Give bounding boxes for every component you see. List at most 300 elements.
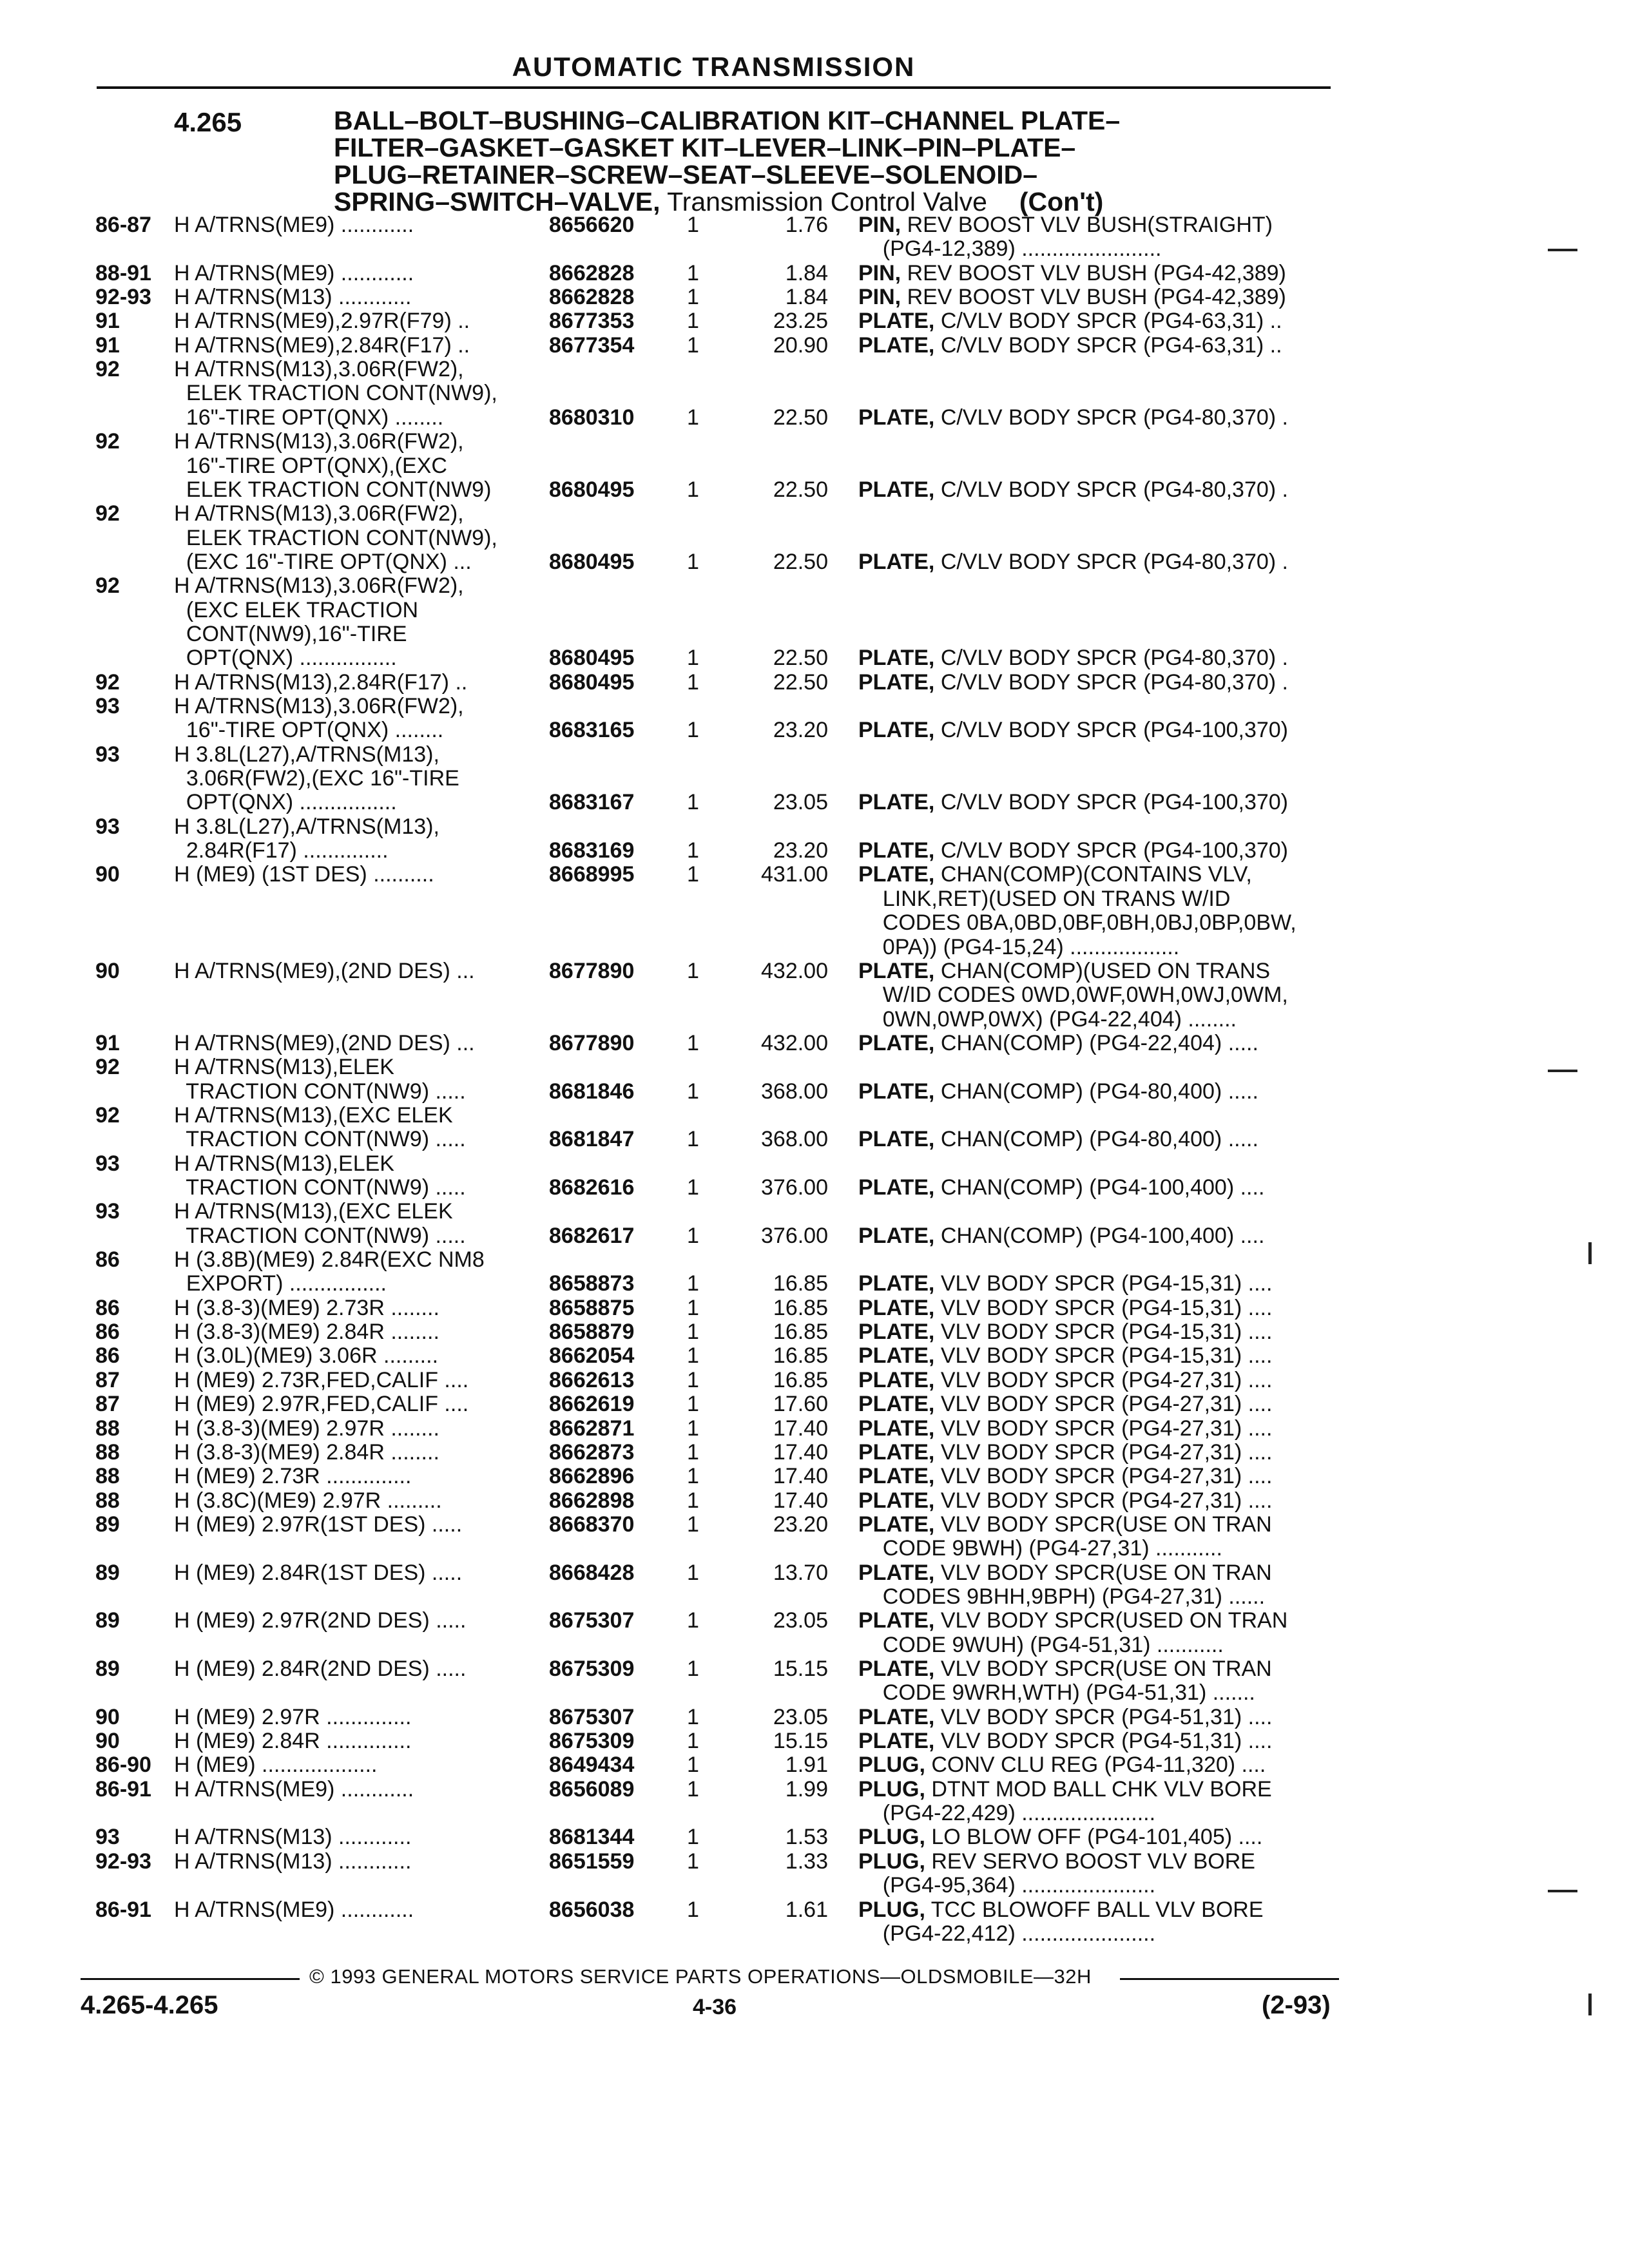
list-price: 431.00 bbox=[761, 862, 828, 887]
table-row bbox=[0, 1657, 1629, 1681]
quantity: 1 bbox=[687, 1753, 699, 1778]
part-name-detail: VLV BODY SPCR (PG4-27,31) .... bbox=[934, 1488, 1273, 1513]
table-row bbox=[0, 573, 1629, 598]
part-number: 8662873 bbox=[549, 1439, 635, 1465]
part-name bbox=[858, 1224, 1264, 1248]
part-name bbox=[858, 1873, 1155, 1898]
table-row bbox=[0, 309, 1629, 333]
part-name-keyword: PLATE, bbox=[858, 1439, 935, 1465]
model-year: 90 bbox=[95, 862, 120, 887]
application-desc: TRACTION CONT(NW9) ..... bbox=[174, 1175, 466, 1200]
part-number: 8668370 bbox=[549, 1512, 635, 1537]
part-name-keyword: PLATE, bbox=[858, 1416, 935, 1441]
application-desc: H A/TRNS(M13) ............ bbox=[174, 285, 412, 310]
part-number: 8675309 bbox=[549, 1657, 635, 1681]
part-number: 8656038 bbox=[549, 1897, 635, 1922]
quantity: 1 bbox=[687, 1512, 699, 1537]
application-desc: H (ME9) ................... bbox=[174, 1753, 378, 1778]
model-year: 92 bbox=[95, 1055, 120, 1080]
list-price: 22.50 bbox=[773, 549, 828, 574]
part-name bbox=[858, 1753, 1266, 1777]
part-name-detail: C/VLV BODY SPCR (PG4-80,370) . bbox=[934, 477, 1288, 502]
model-year: 89 bbox=[95, 1657, 120, 1681]
application-desc: H A/TRNS(M13),2.84R(F17) .. bbox=[174, 669, 468, 695]
part-name bbox=[858, 550, 1288, 574]
quantity: 1 bbox=[687, 838, 699, 863]
part-name bbox=[858, 1271, 1272, 1296]
part-name-detail: CHAN(COMP)(CONTAINS VLV, bbox=[934, 862, 1252, 887]
part-name bbox=[858, 1921, 1155, 1946]
list-price: 20.90 bbox=[773, 332, 828, 358]
quantity: 1 bbox=[687, 1488, 699, 1513]
model-year: 89 bbox=[95, 1512, 120, 1537]
section-title-last: SPRING–SWITCH–VALVE, bbox=[334, 187, 660, 216]
part-name bbox=[858, 718, 1288, 742]
model-year: 86-90 bbox=[95, 1753, 151, 1778]
part-name-detail: VLV BODY SPCR (PG4-51,31) .... bbox=[934, 1704, 1273, 1729]
table-row bbox=[0, 646, 1629, 670]
part-number: 8682617 bbox=[549, 1223, 635, 1248]
model-year: 90 bbox=[95, 1704, 120, 1729]
list-price: 15.15 bbox=[773, 1729, 828, 1754]
part-name bbox=[858, 1416, 1272, 1441]
part-name bbox=[858, 935, 1179, 959]
part-name-keyword: PLATE, bbox=[858, 1512, 935, 1537]
part-number: 8681344 bbox=[549, 1825, 635, 1850]
part-number: 8675309 bbox=[549, 1729, 635, 1754]
part-number: 8662898 bbox=[549, 1488, 635, 1513]
part-name-keyword: PLATE, bbox=[858, 1367, 935, 1392]
model-year: 87 bbox=[95, 1392, 120, 1417]
model-year: 87 bbox=[95, 1367, 120, 1392]
part-number: 8658873 bbox=[549, 1271, 635, 1296]
application-desc: EXPORT) ................ bbox=[174, 1271, 387, 1296]
quantity: 1 bbox=[687, 285, 699, 310]
quantity: 1 bbox=[687, 1560, 699, 1585]
part-name bbox=[858, 1633, 1224, 1657]
part-name-keyword: PIN, bbox=[858, 213, 901, 237]
table-row bbox=[0, 1488, 1629, 1513]
part-name-keyword: PLATE, bbox=[858, 1175, 935, 1200]
application-desc: H 3.8L(L27),A/TRNS(M13), bbox=[174, 814, 439, 839]
part-name-keyword: PLATE, bbox=[858, 862, 935, 887]
quantity: 1 bbox=[687, 1849, 699, 1874]
table-row bbox=[0, 862, 1629, 887]
table-row bbox=[0, 1392, 1629, 1416]
table-row bbox=[0, 405, 1629, 430]
part-name bbox=[858, 1608, 1287, 1633]
part-name-detail: 0PA)) (PG4-15,24) .................. bbox=[858, 934, 1180, 959]
table-row bbox=[0, 1825, 1629, 1849]
list-price: 23.25 bbox=[773, 309, 828, 334]
quantity: 1 bbox=[687, 1175, 699, 1200]
quantity: 1 bbox=[687, 790, 699, 815]
part-name bbox=[858, 261, 1286, 285]
application-desc: 3.06R(FW2),(EXC 16"-TIRE bbox=[174, 766, 459, 791]
part-name-detail: CHAN(COMP) (PG4-22,404) ..... bbox=[934, 1030, 1258, 1055]
part-name-detail: VLV BODY SPCR(USE ON TRAN bbox=[934, 1512, 1272, 1537]
part-name-keyword: PLATE, bbox=[858, 332, 935, 358]
footer-section-range: 4.265-4.265 bbox=[81, 1991, 218, 2019]
table-row bbox=[0, 1608, 1629, 1633]
model-year: 92 bbox=[95, 1102, 120, 1128]
table-row bbox=[0, 983, 1629, 1007]
table-row bbox=[0, 357, 1629, 381]
table-row bbox=[0, 1199, 1629, 1224]
part-name-detail: REV BOOST VLV BUSH (PG4-42,389) bbox=[901, 285, 1286, 310]
footer-rule-right bbox=[1120, 1978, 1339, 1980]
part-name bbox=[858, 1488, 1272, 1513]
part-name-keyword: PLATE, bbox=[858, 1608, 935, 1633]
part-name-keyword: PIN, bbox=[858, 260, 901, 285]
list-price: 17.40 bbox=[773, 1416, 828, 1441]
table-row bbox=[0, 1921, 1629, 1946]
part-name bbox=[858, 1584, 1265, 1609]
list-price: 23.20 bbox=[773, 718, 828, 743]
part-name bbox=[858, 862, 1252, 887]
application-desc: TRACTION CONT(NW9) ..... bbox=[174, 1223, 466, 1248]
part-name-detail: VLV BODY SPCR (PG4-15,31) .... bbox=[934, 1343, 1273, 1369]
part-name bbox=[858, 309, 1282, 333]
table-row bbox=[0, 622, 1629, 646]
part-name bbox=[858, 838, 1288, 863]
model-year: 91 bbox=[95, 332, 120, 358]
part-number: 8680495 bbox=[549, 549, 635, 574]
table-row bbox=[0, 1464, 1629, 1488]
list-price: 376.00 bbox=[761, 1175, 828, 1200]
part-name bbox=[858, 1657, 1272, 1681]
list-price: 15.15 bbox=[773, 1657, 828, 1681]
table-row bbox=[0, 718, 1629, 742]
table-row bbox=[0, 1777, 1629, 1802]
table-row bbox=[0, 1079, 1629, 1104]
part-number: 8675307 bbox=[549, 1704, 635, 1729]
part-name bbox=[858, 1127, 1258, 1151]
model-year: 92 bbox=[95, 357, 120, 382]
list-price: 17.60 bbox=[773, 1392, 828, 1417]
part-name-detail: (PG4-22,412) ...................... bbox=[858, 1921, 1156, 1946]
part-name bbox=[858, 213, 1273, 237]
model-year: 92 bbox=[95, 501, 120, 526]
part-number: 8675307 bbox=[549, 1608, 635, 1633]
part-name-keyword: PLATE, bbox=[858, 1343, 935, 1369]
part-name-keyword: PLATE, bbox=[858, 1079, 935, 1104]
application-desc: H A/TRNS(ME9) ............ bbox=[174, 213, 414, 237]
part-name-detail: REV SERVO BOOST VLV BORE bbox=[925, 1849, 1255, 1874]
table-row bbox=[0, 1680, 1629, 1705]
application-desc: H (ME9) 2.73R .............. bbox=[174, 1464, 412, 1489]
part-number: 8681847 bbox=[549, 1127, 635, 1152]
table-row bbox=[0, 1055, 1629, 1079]
part-name-detail: CHAN(COMP) (PG4-100,400) .... bbox=[934, 1223, 1265, 1248]
part-name-keyword: PLATE, bbox=[858, 309, 935, 334]
part-number: 8658879 bbox=[549, 1320, 635, 1345]
part-name-keyword: PLATE, bbox=[858, 549, 935, 574]
quantity: 1 bbox=[687, 1392, 699, 1417]
part-name bbox=[858, 1007, 1237, 1032]
list-price: 16.85 bbox=[773, 1271, 828, 1296]
table-row bbox=[0, 1849, 1629, 1874]
margin-mark bbox=[1548, 1890, 1577, 1892]
part-number: 8658875 bbox=[549, 1295, 635, 1320]
part-name bbox=[858, 1296, 1272, 1320]
margin-mark bbox=[1548, 1070, 1577, 1072]
part-number: 8677353 bbox=[549, 309, 635, 334]
table-row bbox=[0, 814, 1629, 839]
model-year: 92-93 bbox=[95, 285, 151, 310]
model-year: 88-91 bbox=[95, 260, 151, 285]
table-row bbox=[0, 1103, 1629, 1128]
table-row bbox=[0, 1633, 1629, 1657]
model-year: 90 bbox=[95, 1729, 120, 1754]
application-desc: H A/TRNS(M13) ............ bbox=[174, 1849, 412, 1874]
list-price: 368.00 bbox=[761, 1079, 828, 1104]
part-name-keyword: PLATE, bbox=[858, 669, 935, 695]
list-price: 16.85 bbox=[773, 1367, 828, 1392]
part-name bbox=[858, 646, 1288, 670]
section-number: 4.265 bbox=[174, 107, 242, 137]
part-number: 8668995 bbox=[549, 862, 635, 887]
table-row bbox=[0, 959, 1629, 983]
application-desc: ELEK TRACTION CONT(NW9), bbox=[174, 381, 497, 406]
part-name-keyword: PLATE, bbox=[858, 646, 935, 671]
part-name-detail: VLV BODY SPCR (PG4-27,31) .... bbox=[934, 1439, 1273, 1465]
list-price: 1.33 bbox=[785, 1849, 828, 1874]
quantity: 1 bbox=[687, 1776, 699, 1802]
application-desc: H A/TRNS(M13),3.06R(FW2), bbox=[174, 429, 464, 454]
application-desc: H A/TRNS(ME9) ............ bbox=[174, 260, 414, 285]
part-name bbox=[858, 910, 1296, 935]
table-row bbox=[0, 1224, 1629, 1248]
table-row bbox=[0, 1271, 1629, 1296]
part-name bbox=[858, 1680, 1255, 1705]
application-desc: H A/TRNS(ME9),2.97R(F79) .. bbox=[174, 309, 470, 334]
part-name-detail: VLV BODY SPCR (PG4-27,31) .... bbox=[934, 1367, 1273, 1392]
part-name-detail: VLV BODY SPCR (PG4-15,31) .... bbox=[934, 1295, 1273, 1320]
part-name-keyword: PLUG, bbox=[858, 1776, 925, 1802]
table-row bbox=[0, 333, 1629, 358]
list-price: 1.84 bbox=[785, 285, 828, 310]
part-number: 8656620 bbox=[549, 213, 635, 237]
part-name-keyword: PLATE, bbox=[858, 405, 935, 430]
part-name-keyword: PLATE, bbox=[858, 1271, 935, 1296]
part-name-keyword: PLATE, bbox=[858, 1030, 935, 1055]
application-desc: H A/TRNS(M13),3.06R(FW2), bbox=[174, 501, 464, 526]
part-name-keyword: PLATE, bbox=[858, 838, 935, 863]
model-year: 93 bbox=[95, 814, 120, 839]
application-desc: (EXC ELEK TRACTION bbox=[174, 597, 419, 622]
part-name-detail: CONV CLU REG (PG4-11,320) .... bbox=[925, 1753, 1266, 1778]
application-desc: H (ME9) 2.84R .............. bbox=[174, 1729, 412, 1754]
part-name-keyword: PLATE, bbox=[858, 1320, 935, 1345]
quantity: 1 bbox=[687, 332, 699, 358]
part-name-keyword: PLUG, bbox=[858, 1825, 925, 1850]
quantity: 1 bbox=[687, 1464, 699, 1489]
part-name bbox=[858, 405, 1288, 430]
application-desc: H (ME9) 2.97R,FED,CALIF .... bbox=[174, 1392, 469, 1417]
list-price: 22.50 bbox=[773, 669, 828, 695]
quantity: 1 bbox=[687, 405, 699, 430]
application-desc: H (3.8-3)(ME9) 2.97R ........ bbox=[174, 1416, 439, 1441]
part-name-detail: TCC BLOWOFF BALL VLV BORE bbox=[925, 1897, 1264, 1922]
application-desc: CONT(NW9),16"-TIRE bbox=[174, 621, 407, 646]
part-number: 8662619 bbox=[549, 1392, 635, 1417]
part-name-detail: C/VLV BODY SPCR (PG4-100,370) bbox=[934, 838, 1289, 863]
quantity: 1 bbox=[687, 213, 699, 237]
part-number: 8680310 bbox=[549, 405, 635, 430]
part-number: 8677890 bbox=[549, 1030, 635, 1055]
table-row bbox=[0, 1416, 1629, 1441]
part-name bbox=[858, 1561, 1272, 1585]
application-desc: 2.84R(F17) .............. bbox=[174, 838, 389, 863]
part-name bbox=[858, 790, 1288, 814]
table-row bbox=[0, 790, 1629, 814]
application-desc: H A/TRNS(ME9),(2ND DES) ... bbox=[174, 1030, 475, 1055]
application-desc: (EXC 16"-TIRE OPT(QNX) ... bbox=[174, 549, 472, 574]
part-name-keyword: PLATE, bbox=[858, 958, 935, 983]
table-row bbox=[0, 1320, 1629, 1344]
table-row bbox=[0, 1561, 1629, 1585]
part-name-keyword: PLUG, bbox=[858, 1849, 925, 1874]
quantity: 1 bbox=[687, 1704, 699, 1729]
application-desc: H A/TRNS(ME9) ............ bbox=[174, 1897, 414, 1922]
quantity: 1 bbox=[687, 1343, 699, 1369]
table-row bbox=[0, 1368, 1629, 1392]
list-price: 17.40 bbox=[773, 1464, 828, 1489]
table-row bbox=[0, 1296, 1629, 1320]
model-year: 86 bbox=[95, 1343, 120, 1369]
quantity: 1 bbox=[687, 718, 699, 743]
table-row bbox=[0, 526, 1629, 550]
part-number: 8683165 bbox=[549, 718, 635, 743]
part-name-detail: VLV BODY SPCR (PG4-27,31) .... bbox=[934, 1416, 1273, 1441]
quantity: 1 bbox=[687, 1079, 699, 1104]
model-year: 86-87 bbox=[95, 213, 151, 237]
page-section-title: AUTOMATIC TRANSMISSION bbox=[512, 52, 916, 82]
model-year: 86-91 bbox=[95, 1776, 151, 1802]
list-price: 23.05 bbox=[773, 1704, 828, 1729]
part-name-detail: C/VLV BODY SPCR (PG4-80,370) . bbox=[934, 405, 1288, 430]
list-price: 16.85 bbox=[773, 1295, 828, 1320]
quantity: 1 bbox=[687, 1897, 699, 1922]
model-year: 86-91 bbox=[95, 1897, 151, 1922]
footer-page-number: 4-36 bbox=[693, 1995, 737, 2019]
quantity: 1 bbox=[687, 260, 699, 285]
model-year: 92 bbox=[95, 669, 120, 695]
model-year: 88 bbox=[95, 1464, 120, 1489]
part-name-detail: CODE 9WRH,WTH) (PG4-51,31) ....... bbox=[858, 1680, 1255, 1706]
application-desc: ELEK TRACTION CONT(NW9), bbox=[174, 525, 497, 550]
table-row bbox=[0, 285, 1629, 309]
application-desc: TRACTION CONT(NW9) ..... bbox=[174, 1079, 466, 1104]
application-desc: H A/TRNS(M13),3.06R(FW2), bbox=[174, 573, 464, 599]
table-row bbox=[0, 1343, 1629, 1368]
list-price: 1.91 bbox=[785, 1753, 828, 1778]
part-number: 8649434 bbox=[549, 1753, 635, 1778]
section-title-subject: Transmission Control Valve bbox=[660, 187, 987, 216]
part-number: 8662613 bbox=[549, 1367, 635, 1392]
part-name-detail: W/ID CODES 0WD,0WF,0WH,0WJ,0WM, bbox=[858, 983, 1288, 1008]
part-name-keyword: PLATE, bbox=[858, 1295, 935, 1320]
table-row bbox=[0, 1512, 1629, 1537]
table-row bbox=[0, 1873, 1629, 1898]
table-row bbox=[0, 1536, 1629, 1561]
list-price: 17.40 bbox=[773, 1439, 828, 1465]
part-name-keyword: PLATE, bbox=[858, 1657, 935, 1681]
model-year: 88 bbox=[95, 1488, 120, 1513]
table-row bbox=[0, 454, 1629, 478]
application-desc: 16"-TIRE OPT(QNX) ........ bbox=[174, 718, 444, 743]
part-name-detail: CODES 0BA,0BD,0BF,0BH,0BJ,0BP,0BW, bbox=[858, 910, 1296, 936]
part-number: 8662054 bbox=[549, 1343, 635, 1369]
table-row bbox=[0, 1247, 1629, 1272]
table-row bbox=[0, 1175, 1629, 1200]
quantity: 1 bbox=[687, 1439, 699, 1465]
table-row bbox=[0, 477, 1629, 502]
part-name-detail: VLV BODY SPCR(USE ON TRAN bbox=[934, 1560, 1272, 1585]
table-row bbox=[0, 1127, 1629, 1151]
part-number: 8662828 bbox=[549, 260, 635, 285]
quantity: 1 bbox=[687, 1030, 699, 1055]
model-year: 86 bbox=[95, 1247, 120, 1273]
part-name-keyword: PLATE, bbox=[858, 718, 935, 743]
part-name bbox=[858, 1512, 1272, 1537]
part-name-keyword: PLATE, bbox=[858, 477, 935, 502]
part-number: 8677354 bbox=[549, 332, 635, 358]
application-desc: OPT(QNX) ................ bbox=[174, 646, 397, 671]
part-name-detail: CHAN(COMP) (PG4-80,400) ..... bbox=[934, 1079, 1258, 1104]
quantity: 1 bbox=[687, 1825, 699, 1850]
part-name bbox=[858, 285, 1286, 309]
table-row bbox=[0, 1753, 1629, 1777]
part-name-keyword: PLATE, bbox=[858, 1127, 935, 1152]
application-desc: 16"-TIRE OPT(QNX),(EXC bbox=[174, 453, 447, 478]
part-number: 8662828 bbox=[549, 285, 635, 310]
table-row bbox=[0, 887, 1629, 911]
part-name-detail: VLV BODY SPCR (PG4-15,31) .... bbox=[934, 1320, 1273, 1345]
part-name-detail: CODE 9BWH) (PG4-27,31) ........... bbox=[858, 1536, 1222, 1561]
part-name-detail: VLV BODY SPCR(USED ON TRAN bbox=[934, 1608, 1288, 1633]
part-number: 8682616 bbox=[549, 1175, 635, 1200]
application-desc: H (ME9) 2.84R(1ST DES) ..... bbox=[174, 1560, 463, 1585]
part-number: 8651559 bbox=[549, 1849, 635, 1874]
application-desc: H A/TRNS(ME9) ............ bbox=[174, 1776, 414, 1802]
margin-mark bbox=[1588, 1994, 1592, 2015]
table-row bbox=[0, 501, 1629, 526]
application-desc: H A/TRNS(ME9),(2ND DES) ... bbox=[174, 958, 475, 983]
application-desc: H A/TRNS(M13),3.06R(FW2), bbox=[174, 694, 464, 718]
quantity: 1 bbox=[687, 958, 699, 983]
list-price: 22.50 bbox=[773, 405, 828, 430]
list-price: 16.85 bbox=[773, 1320, 828, 1345]
model-year: 90 bbox=[95, 958, 120, 983]
quantity: 1 bbox=[687, 1223, 699, 1248]
quantity: 1 bbox=[687, 1416, 699, 1441]
part-name-detail: CODES 9BHH,9BPH) (PG4-27,31) ...... bbox=[858, 1584, 1266, 1609]
model-year: 89 bbox=[95, 1560, 120, 1585]
quantity: 1 bbox=[687, 1295, 699, 1320]
table-row bbox=[0, 742, 1629, 767]
part-name bbox=[858, 1729, 1272, 1753]
part-name-detail: (PG4-22,429) ...................... bbox=[858, 1801, 1156, 1826]
table-row bbox=[0, 1729, 1629, 1753]
table-row bbox=[0, 598, 1629, 622]
part-name-keyword: PLUG, bbox=[858, 1753, 925, 1778]
part-name-detail: CODE 9WUH) (PG4-51,31) ........... bbox=[858, 1632, 1224, 1657]
application-desc: H A/TRNS(M13),(EXC ELEK bbox=[174, 1102, 453, 1128]
list-price: 16.85 bbox=[773, 1343, 828, 1369]
model-year: 86 bbox=[95, 1320, 120, 1345]
